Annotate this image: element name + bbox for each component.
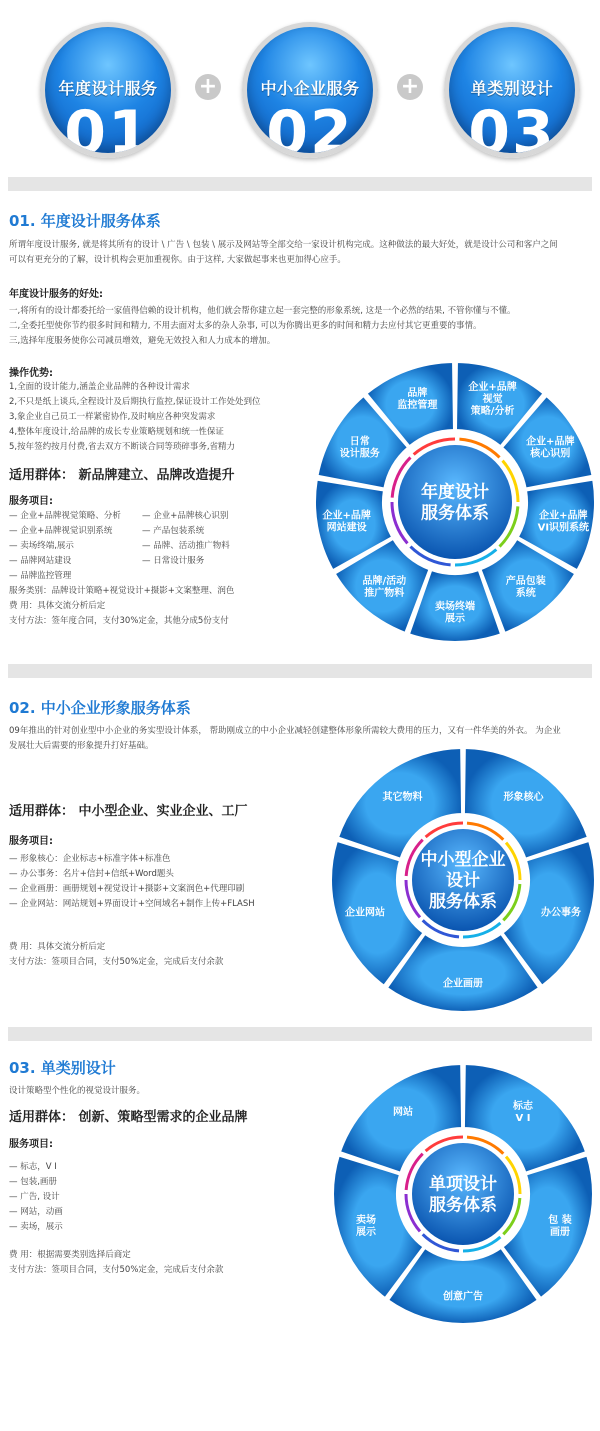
hero-banner xyxy=(0,0,600,175)
advantage-line: 4,整体年度设计,给品牌的成长专业策略规划和统一性保证 xyxy=(9,427,224,437)
service-item: — 卖场，展示 xyxy=(9,1222,63,1232)
service-items-heading: 服务项目: xyxy=(9,1139,53,1150)
wheel-svg xyxy=(313,360,597,644)
service-item: — 企业网站：网站规划+界面设计+空间域名+制作上传+FLASH xyxy=(9,899,255,909)
wheel-segment-label: 企业+品牌 xyxy=(322,510,371,522)
wheel-segment-label: 品牌 xyxy=(407,388,428,400)
fee-line: 费 用：具体交流分析后定 xyxy=(9,601,106,611)
wheel-segment-label: 展示 xyxy=(355,1227,376,1239)
advantage-line: 2,不只是纸上谈兵,全程设计及后期执行监控,保证设计工作处处到位 xyxy=(9,397,261,407)
plus-icon: + xyxy=(397,74,423,100)
wheel-segment-label: 创意广告 xyxy=(443,1291,483,1303)
wheel-segment-label: V I xyxy=(515,1112,531,1124)
wheel-center-label: 服务体系 xyxy=(421,503,489,524)
wheel-center-label: 中小型企业 xyxy=(420,850,506,870)
service-item: — 企业+品牌视觉策略、分析 xyxy=(9,511,121,521)
payment-line: 支付方法：签项目合同，支付50%定金，完成后支付余款 xyxy=(9,957,224,967)
target-group: 适用群体： 新品牌建立、品牌改造提升 xyxy=(9,468,235,483)
benefits-heading: 年度设计服务的好处: xyxy=(9,289,103,300)
wheel-segment-label: 系统 xyxy=(515,587,536,599)
service-item: — 广告, 设计 xyxy=(9,1192,60,1202)
wheel-segment-label: 监控管理 xyxy=(397,400,438,412)
wheel-svg xyxy=(331,1062,595,1326)
wheel-segment-label: 网站 xyxy=(393,1106,414,1118)
service-item: — 形象核心：企业标志+标准字体+标准色 xyxy=(9,854,171,864)
wheel-segment-label: 企业网站 xyxy=(345,907,386,919)
service-item: — 品牌监控管理 xyxy=(9,571,72,581)
hero-title: 年度设计服务 xyxy=(58,79,158,98)
hero-circle-single[interactable] xyxy=(444,22,580,158)
benefit-line: 一,将所有的设计都委托给一家值得信赖的设计机构，他们就会帮你建立起一套完整的形象系统, 这是一个必然的结果, 不管你懂与不懂。 xyxy=(9,306,516,316)
wheel-svg xyxy=(329,746,597,1014)
wheel-center-label: 服务体系 xyxy=(429,892,497,912)
wheel-center-label: 服务体系 xyxy=(429,1195,497,1216)
intro-line: 可以有更充分的了解，设计机构会更加重视你。由于这样, 大家做起事来也更加得心应手。 xyxy=(9,255,346,265)
wheel-segment-label: 推广物料 xyxy=(364,587,405,599)
section-divider xyxy=(8,664,592,678)
service-items-heading: 服务项目: xyxy=(9,496,53,507)
intro-line: 发展壮大后需要的形象提升打好基础。 xyxy=(9,741,154,751)
section-divider xyxy=(8,177,592,191)
benefit-line: 二,全委托型使你节约很多时间和精力, 不用去面对太多的杂人杂事, 可以为你腾出更多的时间和精力去应付其它更重要的事情。 xyxy=(9,321,482,331)
wheel-segment-label: 网站建设 xyxy=(326,522,367,534)
target-group: 适用群体： 中小型企业、实业企业、工厂 xyxy=(9,804,248,819)
hero-circle-sme[interactable] xyxy=(242,22,378,158)
wheel-segment-label: 卖场 xyxy=(355,1215,376,1227)
wheel-segment-label: 核心识别 xyxy=(530,448,571,460)
wheel-segment-label: 企业画册 xyxy=(443,978,483,990)
wheel-segment-label: 企业+品牌 xyxy=(539,510,588,522)
service-item: — 包装,画册 xyxy=(9,1177,57,1187)
wheel-segment-label: 展示 xyxy=(445,613,465,625)
wheel-segment-label: 企业+品牌 xyxy=(526,436,575,448)
service-item: — 日常设计服务 xyxy=(142,556,205,566)
wheel-segment-label: 日常 xyxy=(349,436,370,448)
wheel-segment-label: VI识别系统 xyxy=(537,522,590,534)
service-item: — 企业+品牌视觉识别系统 xyxy=(9,526,113,536)
fee-line: 费 用：根据需要类别选择后商定 xyxy=(9,1250,131,1260)
wheel-segment-label: 画册 xyxy=(550,1227,571,1239)
section-title-single: 03. 单类别设计 xyxy=(9,1059,116,1077)
intro-line: 设计策略型个性化的视觉设计服务。 xyxy=(9,1086,146,1096)
target-group: 适用群体： 创新、策略型需求的企业品牌 xyxy=(9,1110,248,1125)
intro-line: 09年推出的针对创业型中小企业的务实型设计体系， 帮助刚成立的中小企业减轻创建整体形象所需较大费用的压力，又有一件华美的外衣。 为企业 xyxy=(9,726,561,736)
service-item: — 标志，V I xyxy=(9,1162,57,1172)
service-item: — 品牌、活动推广物料 xyxy=(142,541,230,551)
wheel-center-label: 年度设计 xyxy=(421,482,489,503)
service-item: — 企业+品牌核心识别 xyxy=(142,511,229,521)
hero-number: 02 xyxy=(266,98,354,158)
wheel-segment-label: 品牌/活动 xyxy=(362,575,407,587)
wheel-segment-label: 设计服务 xyxy=(339,448,380,460)
hero-title: 单类别设计 xyxy=(470,79,554,98)
wheel-segment-label: 产品包装 xyxy=(505,575,546,587)
hero-circle-annual[interactable] xyxy=(40,22,176,158)
hero-title: 中小企业服务 xyxy=(260,79,360,98)
wheel-segment-label: 卖场终端 xyxy=(435,601,475,613)
plus-icon: + xyxy=(195,74,221,100)
hero-number: 01 xyxy=(64,98,152,158)
wheel-segment-label: 策略/分析 xyxy=(470,406,515,418)
hero-number: 03 xyxy=(468,98,556,158)
wheel-segment-label: 企业+品牌 xyxy=(468,382,517,394)
section-title-sme: 02. 中小企业形象服务体系 xyxy=(9,699,191,717)
service-item: — 产品包装系统 xyxy=(142,526,205,536)
wheel-segment-label: 形象核心 xyxy=(503,792,544,804)
payment-line: 支付方法：签项目合同，支付50%定金，完成后支付余款 xyxy=(9,1265,224,1275)
payment-line: 支付方法：签年度合同，支付30%定金，其他分成5份支付 xyxy=(9,616,229,626)
service-wheel-single xyxy=(331,1062,595,1326)
wheel-segment-label: 其它物料 xyxy=(382,792,423,804)
advantages-heading: 操作优势: xyxy=(9,368,53,379)
wheel-segment-label: 包 装 xyxy=(548,1215,572,1227)
service-item: — 卖场终端,展示 xyxy=(9,541,74,551)
service-items-heading: 服务项目: xyxy=(9,836,53,847)
wheel-center-label: 设计 xyxy=(446,871,480,891)
benefit-line: 三,选择年度服务使你公司减员增效，避免无效投入和人力成本的增加。 xyxy=(9,336,276,346)
section-divider xyxy=(8,1027,592,1041)
wheel-segment-label: 视觉 xyxy=(482,394,503,406)
service-item: — 企业画册：画册规划+视觉设计+摄影+文案润色+代理印刷 xyxy=(9,884,245,894)
fee-line: 费 用：具体交流分析后定 xyxy=(9,942,106,952)
advantage-line: 3,象企业自己员工一样紧密协作,及时响应各种突发需求 xyxy=(9,412,216,422)
service-types: 服务类别：品牌设计策略+视觉设计+摄影+文案整理、润色 xyxy=(9,586,235,596)
wheel-segment-label: 办公事务 xyxy=(540,907,581,919)
wheel-center-label: 单项设计 xyxy=(429,1174,497,1195)
service-item: — 办公事务：名片+信封+信纸+Word题头 xyxy=(9,869,174,879)
service-item: — 网站，动画 xyxy=(9,1207,63,1217)
service-wheel-annual xyxy=(313,360,597,644)
service-item: — 品牌网站建设 xyxy=(9,556,72,566)
advantage-line: 1,全面的设计能力,涵盖企业品牌的各种设计需求 xyxy=(9,382,190,392)
advantage-line: 5,按年签约按月付费,省去双方不断谈合同等琐碎事务,省精力 xyxy=(9,442,236,452)
section-title-annual: 01. 年度设计服务体系 xyxy=(9,212,161,230)
service-wheel-sme xyxy=(329,746,597,1014)
wheel-segment-label: 标志 xyxy=(512,1100,533,1112)
intro-line: 所谓年度设计服务, 就是将其所有的设计 \ 广告 \ 包装 \ 展示及网站等全部交给一家设计机构完成。这种做法的最大好处，就是设计公司和客户之间 xyxy=(9,240,558,250)
